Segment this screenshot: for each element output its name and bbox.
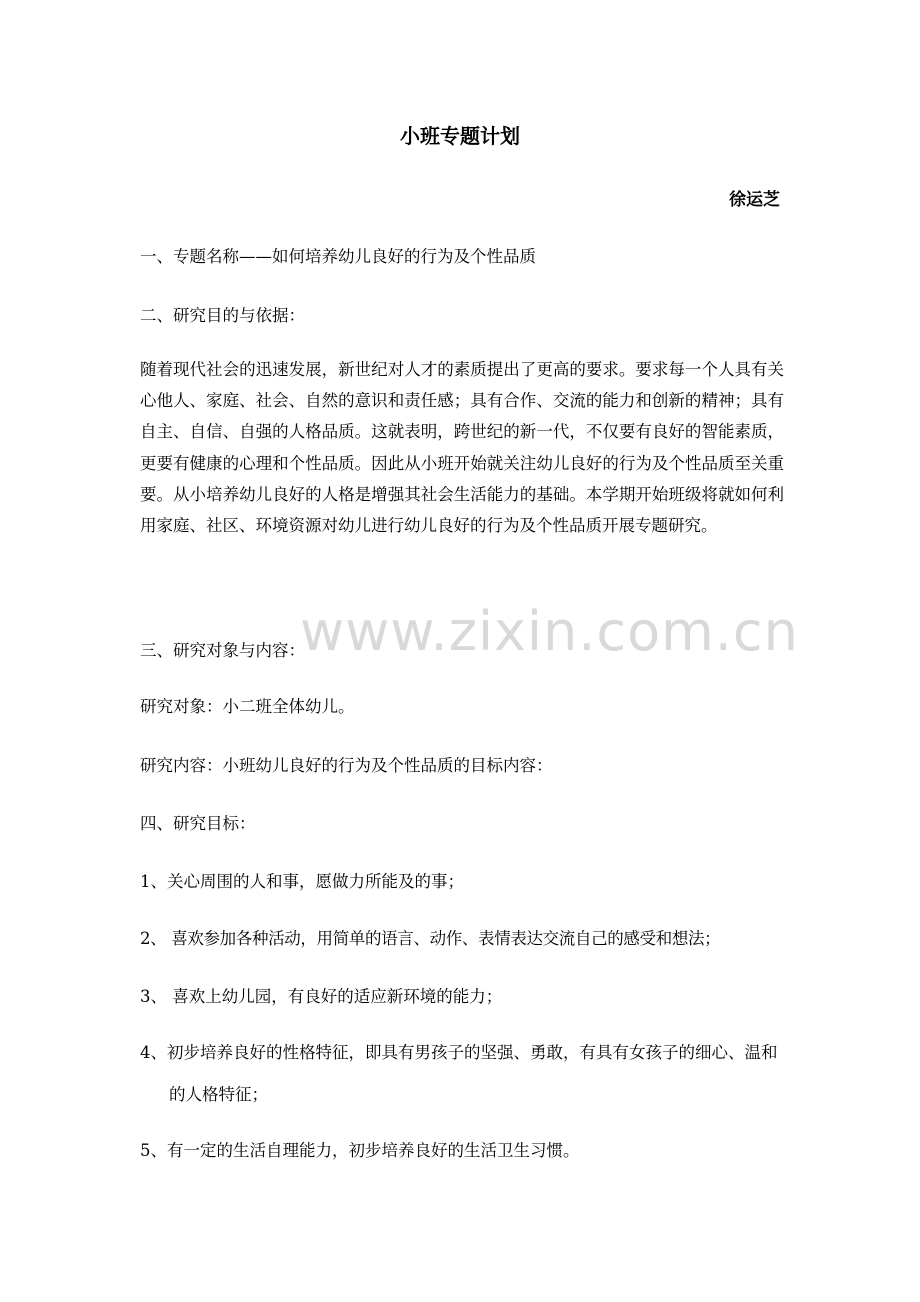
section-heading-4: 四、研究目标： [140,814,256,833]
goal-item-4: 4、初步培养良好的性格特征，即具有男孩子的坚强、勇敢，有具有女孩子的细心、温和的人格特征； [140,1043,778,1104]
watermark-text: www.zixin.com.cn [300,600,799,663]
section-heading-1: 一、专题名称——如何培养幼儿良好的行为及个性品质 [140,247,536,266]
research-subject: 研究对象：小二班全体幼儿。 [140,697,355,716]
section-heading-2: 二、研究目的与依据： [140,306,305,325]
goal-item-1: 1、关心周围的人和事，愿做力所能及的事； [140,872,464,891]
goal-item-5: 5、有一定的生活自理能力，初步培养良好的生活卫生习惯。 [140,1141,580,1160]
section-heading-3: 三、研究对象与内容： [140,641,305,660]
goal-item-2: 2、 喜欢参加各种活动，用简单的语言、动作、表情表达交流自己的感受和想法； [140,929,721,948]
goal-item-3: 3、 喜欢上幼儿园，有良好的适应新环境的能力； [140,987,503,1006]
document-title: 小班专题计划 [400,124,520,148]
body-paragraph: 随着现代社会的迅速发展，新世纪对人才的素质提出了更高的要求。要求每一个人具有关心他人、家庭、社会、自然的意识和责任感；具有合作、交流的能力和创新的精神；具有自主、自信、自强的人格品质。这就表明，跨世纪的新一代，不仅要有良好的智能素质，更要有健康的心理和个性品质。因此从小班开始就关注幼儿良好的行为及个性品质至关重要。从小培养幼儿良好的人格是增强其社会生活能力的基础。本学期开始班级将就如何利用家庭、社区、环境资源对幼儿进行幼儿良好的行为及个性品质开展专题研究。 [140,360,784,536]
document-author: 徐运芝 [729,190,780,210]
research-content: 研究内容：小班幼儿良好的行为及个性品质的目标内容： [140,756,553,775]
